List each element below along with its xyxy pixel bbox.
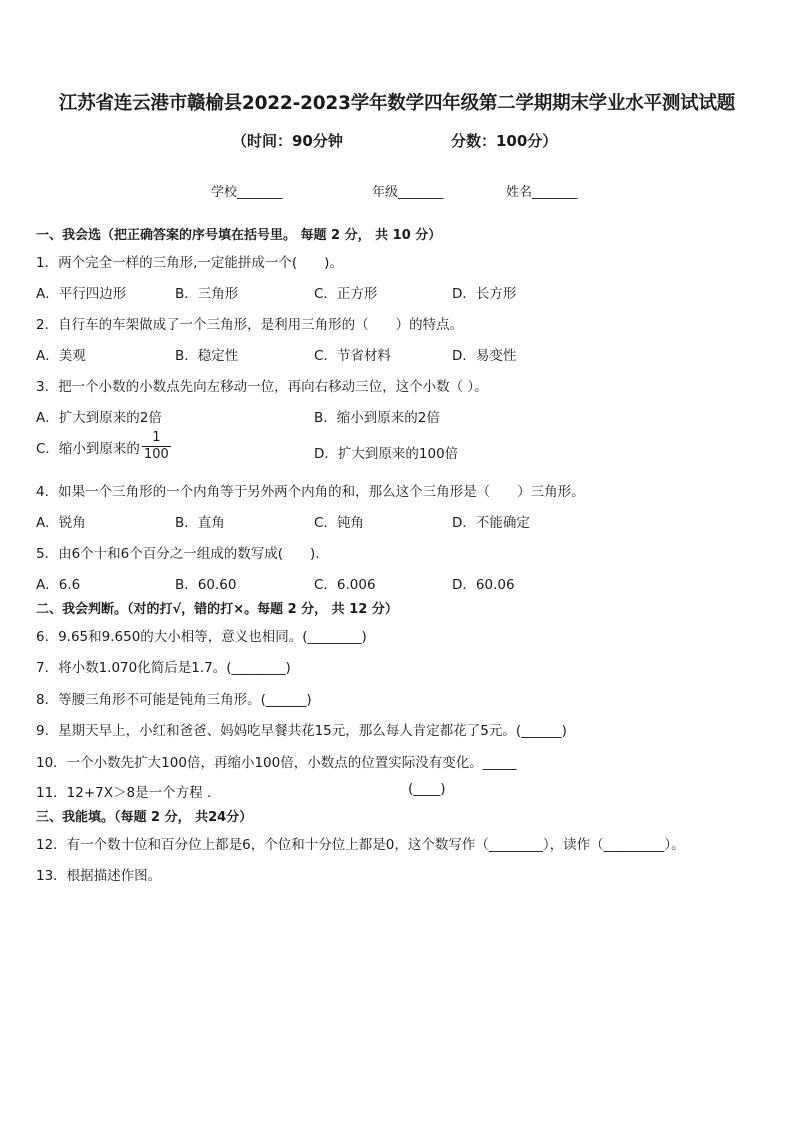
- q3-option-b: B．缩小到原来的2倍: [314, 410, 440, 426]
- q3-option-a: A．扩大到原来的2倍: [36, 410, 162, 426]
- grade-field: 年级_______: [372, 185, 444, 200]
- fraction-numerator: 1: [142, 430, 171, 447]
- q5-option-d: D．60.06: [452, 577, 515, 593]
- question-5: 5．由6个十和6个百分之一组成的数写成( ).: [36, 546, 320, 562]
- name-field: 姓名_______: [506, 185, 578, 200]
- q5-option-c: C．6.006: [314, 577, 376, 593]
- question-7: 7．将小数1.070化简后是1.7。(________): [36, 660, 291, 676]
- q4-option-d: D．不能确定: [452, 515, 530, 531]
- q4-option-c: C．钝角: [314, 515, 364, 531]
- q3-option-c-label: C．缩小到原来的: [36, 440, 140, 457]
- section-2-heading: 二、我会判断。（对的打√，错的打×。每题 2 分， 共 12 分）: [36, 602, 398, 617]
- q1-option-a: A．平行四边形: [36, 286, 127, 302]
- page-title: 江苏省连云港市赣榆县2022-2023学年数学四年级第二学期期末学业水平测试试题: [58, 93, 736, 114]
- question-12: 12．有一个数十位和百分位上都是6，个位和十分位上都是0，这个数写作（________），读作（_________）。: [36, 837, 685, 853]
- exam-score: 分数：100分）: [451, 132, 558, 150]
- question-1: 1．两个完全一样的三角形,一定能拼成一个( )。: [36, 255, 343, 271]
- q2-option-b: B．稳定性: [175, 348, 239, 364]
- q2-option-c: C．节省材料: [314, 348, 391, 364]
- section-1-heading: 一、我会选（把正确答案的序号填在括号里。 每题 2 分， 共 10 分）: [36, 228, 442, 243]
- q2-option-d: D．易变性: [452, 348, 517, 364]
- exam-time: （时间：90分钟: [232, 132, 343, 150]
- question-3: 3．把一个小数的小数点先向左移动一位，再向右移动三位，这个小数（ ）。: [36, 379, 488, 395]
- q5-option-a: A．6.6: [36, 577, 81, 593]
- q5-option-b: B．60.60: [175, 577, 237, 593]
- q4-option-a: A．锐角: [36, 515, 86, 531]
- question-11: 11．12+7X＞8是一个方程 .: [36, 785, 212, 801]
- question-11-blank: (____): [408, 781, 446, 797]
- q2-option-a: A．美观: [36, 348, 86, 364]
- section-3-heading: 三、我能填。（每题 2 分， 共24分）: [36, 810, 253, 825]
- q1-option-d: D．长方形: [452, 286, 517, 302]
- school-field: 学校_______: [211, 185, 283, 200]
- question-10: 10．一个小数先扩大100倍，再缩小100倍，小数点的位置实际没有变化。_____: [36, 755, 517, 771]
- question-9: 9．星期天早上，小红和爸爸、妈妈吃早餐共花15元，那么每人肯定都花了5元。(______): [36, 723, 567, 739]
- question-2: 2．自行车的车架做成了一个三角形，是利用三角形的（ ）的特点。: [36, 317, 464, 333]
- question-13: 13．根据描述作图。: [36, 868, 162, 884]
- q1-option-b: B．三角形: [175, 286, 239, 302]
- fraction-denominator: 100: [143, 447, 169, 462]
- q1-option-c: C．正方形: [314, 286, 378, 302]
- question-8: 8．等腰三角形不可能是钝角三角形。(______): [36, 692, 312, 708]
- fraction-one-hundredth: [142, 430, 171, 463]
- question-4: 4．如果一个三角形的一个内角等于另外两个内角的和，那么这个三角形是（ ）三角形。: [36, 484, 585, 500]
- q3-option-c: [36, 430, 171, 463]
- question-6: 6．9.65和9.650的大小相等，意义也相同。(________): [36, 629, 367, 645]
- q3-option-d: D．扩大到原来的100倍: [314, 446, 459, 462]
- q4-option-b: B．直角: [175, 515, 225, 531]
